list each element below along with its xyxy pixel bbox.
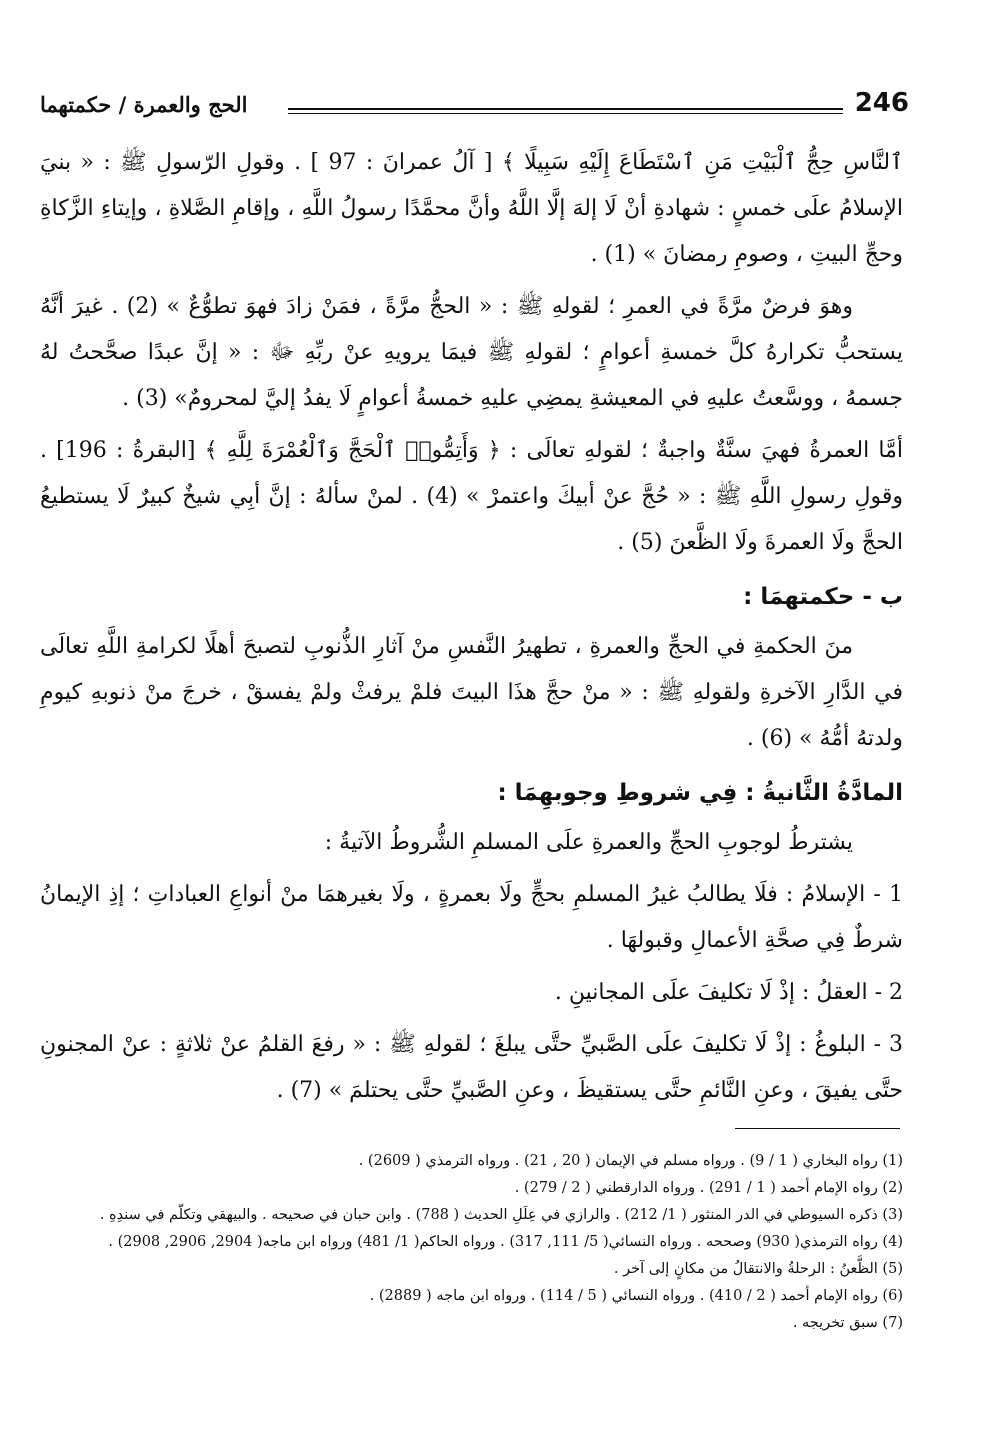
footnote-4: (4) رواه الترمذي( 930) وصححه . ورواه النسائي( 5/ 111, 317) . ورواه الحاكم( 1/ 481) ورواه ابن ماجه( 2904, 2906, 2908) . [108, 1234, 903, 1250]
footnote-3: (3) ذكره السيوطي في الدر المنثور ( 1/ 212) . والرازي في عِلَلِ الحديث ( 788) . وابن حبان في صحيحه . والبيهقي وتكلّم في سندِهِ . [99, 1207, 903, 1223]
paragraph-3: أمَّا العمرةُ فهيَ سنَّةٌ واجبةٌ ؛ لقولهِ تعالَى : ﴿ وَأَتِمُّوا۟ ٱلْحَجَّ وَٱلْعُمْرَةَ لِلَّهِ ﴾ [البقرةُ : 196] . وقولِ رسولِ اللَّهِ ﷺ : « حُجَّ عنْ أبيكَ واعتمرْ » (4) . لمنْ سألهُ : إنَّ أبِي شيخٌ كبيرٌ لَا يستطيعُ الحجَّ ولَا العمرةَ ولَا الظَّعنَ (5) . [40, 438, 904, 555]
paragraph-4: منَ الحكمةِ في الحجِّ والعمرةِ ، تطهيرُ النَّفسِ منْ آثارِ الذُّنوبِ لتصبحَ أهلًا لكرامةِ اللَّهِ تعالَى في الدَّارِ الآخرةِ ولقولهِ ﷺ : « منْ حجَّ هذَا البيتَ فلمْ يرفثْ ولمْ يفسقْ ، خرجَ منْ ذنوبهِ كيومِ ولدتهُ أمُّهُ » (6) . [40, 634, 903, 751]
page-number: 246 [854, 88, 909, 118]
main-text [40, 140, 903, 1120]
footnote-1: (1) رواه البخاري ( 1 / 9) . ورواه مسلم في الإيمان ( 20 , 21) . ورواه الترمذي ( 2609) . [358, 1153, 903, 1169]
footnote-separator [735, 1128, 900, 1129]
footnote-5: (5) الظَّعنُ : الرحلةُ والانتقالُ من مكانٍ إلى آخر . [613, 1261, 903, 1277]
footnotes [40, 1148, 903, 1337]
footnote-7: (7) سبق تخريجه . [792, 1315, 903, 1331]
paragraph-5: يشترطُ لوجوبِ الحجِّ والعمرةِ علَى المسلمِ الشُّروطُ الآتيةُ : [324, 830, 853, 855]
section-heading-article-2: المادَّةُ الثَّانيةُ : فِي شروطِ وجوبهِمَا : [497, 780, 903, 806]
header-rule [288, 108, 843, 114]
condition-2: 2 - العقلُ : إذْ لَا تكليفَ علَى المجانينِ . [554, 980, 903, 1005]
paragraph-1: ٱلنَّاسِ حِجُّ ٱلْبَيْتِ مَنِ ٱسْتَطَاعَ إِلَيْهِ سَبِيلًا ﴾ [ آلُ عمرانَ : 97 ] . وقولِ الرّسولِ ﷺ : « بنيَ الإسلامُ علَى خمسٍ : شهادةِ أنْ لَا إلهَ إلَّا اللَّهُ وأنَّ محمَّدًا رسولُ اللَّهِ ، وإقامِ الصَّلاةِ ، وإيتاءِ الزَّكاةِ وحجِّ البيتِ ، وصومِ رمضانَ » (1) . [40, 150, 904, 267]
condition-3: 3 - البلوغُ : إذْ لَا تكليفَ علَى الصَّبيِّ حتَّى يبلغَ ؛ لقولهِ ﷺ : « رفعَ القلمُ عنْ ثلاثةٍ : عنْ المجنونِ حتَّى يفيقَ ، وعنِ النَّائمِ حتَّى يستقيظَ ، وعنِ الصَّبيِّ حتَّى يحتلمَ » (7) . [40, 1032, 903, 1103]
footnote-2: (2) رواه الإمام أحمد ( 1 / 291) . ورواه الدارقطني ( 2 / 279) . [514, 1180, 903, 1196]
page-header [40, 88, 909, 128]
section-heading-b: ب - حكمتهمَا : [743, 584, 903, 610]
running-title: الحج والعمرة / حكمتهما [40, 92, 248, 117]
footnote-6: (6) رواه الإمام أحمد ( 2 / 410) . ورواه النسائي ( 5 / 114) . ورواه ابن ماجه ( 2889) . [369, 1288, 903, 1304]
condition-1: 1 - الإسلامُ : فلَا يطالبُ غيرُ المسلمِ بحجٍّ ولَا بعمرةٍ ، ولَا بغيرهمَا منْ أنواعِ العباداتِ ؛ إذِ الإيمانُ شرطٌ فِي صحَّةِ الأعمالِ وقبولهَا . [40, 882, 903, 953]
paragraph-2: وهوَ فرضٌ مرَّةً في العمرِ ؛ لقولهِ ﷺ : « الحجُّ مرَّةً ، فمَنْ زادَ فهوَ تطوُّعٌ » (2) . غيرَ أنَّهُ يستحبُّ تكرارهُ كلَّ خمسةِ أعوامٍ ؛ لقولهِ ﷺ فيمَا يرويهِ عنْ ربِّهِ ﷻ : « إنَّ عبدًا صحَّحتُ لهُ جسمهُ ، ووسَّعتُ عليهِ في المعيشةِ يمضِي عليهِ خمسةُ أعوامٍ لَا يفدُ إليَّ لمحرومٌ» (3) . [40, 294, 903, 411]
